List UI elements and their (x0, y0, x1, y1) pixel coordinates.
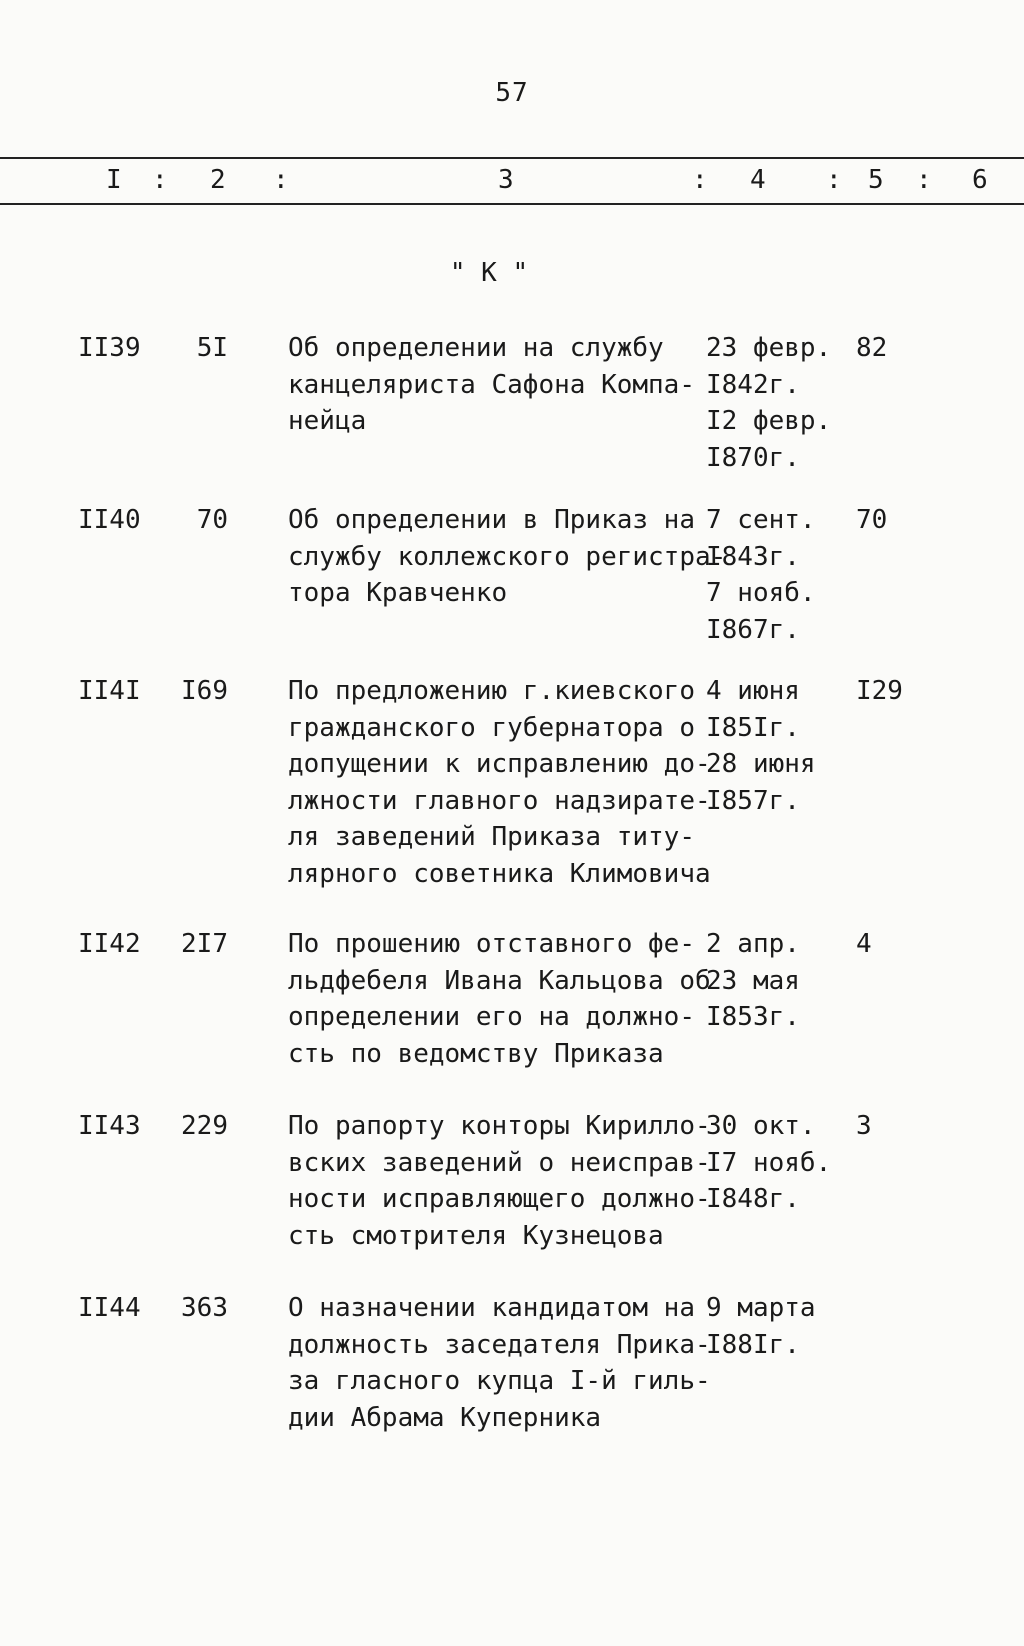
case-number: 363 (181, 1293, 228, 1323)
entry-title (288, 926, 711, 1072)
date-line: I853г. (706, 1002, 800, 1032)
date-line: 2 апр. (706, 929, 800, 959)
entry-title (288, 502, 727, 612)
title-line: вских заведений о неисправ- (288, 1147, 711, 1178)
date-line: 23 февр. (706, 333, 832, 363)
title-line: По предложению г.киевского (288, 676, 695, 706)
sheet-count: 3 (856, 1111, 872, 1141)
entry-number: II42 (78, 929, 141, 959)
column-header-3: 3 (498, 165, 514, 195)
entry-dates (706, 1108, 831, 1218)
page-number: 57 (495, 78, 529, 108)
column-header-2: 2 (210, 165, 226, 195)
entry-title (288, 1290, 711, 1436)
title-line: гражданского губернатора о (288, 712, 695, 743)
entry-dates (706, 502, 816, 648)
entry-dates (706, 330, 831, 476)
title-line: за гласного купца I-й гиль- (288, 1366, 711, 1396)
date-line: I7 нояб. (706, 1147, 832, 1178)
sheet-count: 82 (856, 333, 888, 363)
column-header-4: 4 (750, 165, 766, 195)
entry-title (288, 330, 708, 440)
title-line: льдфебеля Ивана Кальцова об (288, 965, 711, 996)
header-rule-bottom (0, 203, 1024, 205)
column-header-6: 6 (972, 165, 988, 195)
title-line: Об определении в Приказ на (288, 505, 695, 535)
title-line: сть по ведомству Приказа (288, 1038, 664, 1069)
case-number: 2I7 (181, 929, 228, 959)
title-line: допущении к исправлению до- (288, 749, 711, 779)
date-line: I88Iг. (706, 1329, 800, 1360)
entry-number: II44 (78, 1293, 141, 1323)
column-header-5: 5 (868, 165, 884, 195)
title-line: О назначении кандидатом на (288, 1293, 695, 1323)
column-separator: : (916, 165, 932, 195)
date-line: 7 нояб. (706, 578, 816, 608)
case-number: I69 (181, 676, 228, 706)
section-letter: " К " (449, 258, 529, 288)
date-line: I2 февр. (706, 406, 832, 436)
entry-title (288, 673, 711, 892)
title-line: дии Абрама Куперника (288, 1402, 602, 1433)
case-number: 5I (196, 333, 228, 363)
date-line: I870г. (706, 442, 800, 473)
title-line: определении его на должно- (288, 1002, 695, 1032)
title-line: Об определении на службу (288, 333, 664, 363)
title-line: ности исправляющего должно- (288, 1184, 711, 1214)
date-line: I843г. (706, 541, 800, 572)
title-line: лжности главного надзирате- (288, 785, 711, 816)
sheet-count: 70 (856, 505, 888, 535)
date-line: I85Iг. (706, 712, 800, 743)
date-line: 28 июня (706, 749, 816, 779)
date-line: 23 мая (706, 965, 800, 996)
date-line: 30 окт. (706, 1111, 816, 1141)
date-line: I848г. (706, 1184, 800, 1214)
sheet-count: I29 (856, 676, 903, 706)
title-line: службу коллежского регистра- (288, 541, 727, 572)
entry-dates (706, 1290, 816, 1363)
column-separator: : (692, 165, 708, 195)
header-rule-top (0, 157, 1024, 159)
entry-number: II4I (78, 676, 141, 706)
entry-dates (706, 926, 800, 1036)
column-separator: : (152, 165, 168, 195)
title-line: нейца (288, 406, 367, 436)
title-line: сть смотрителя Кузнецова (288, 1220, 664, 1251)
entry-number: II43 (78, 1111, 141, 1141)
title-line: По рапорту конторы Кирилло- (288, 1111, 711, 1141)
entry-number: II39 (78, 333, 141, 363)
date-line: I857г. (706, 785, 800, 816)
title-line: ля заведений Приказа титу- (288, 822, 695, 852)
title-line: канцеляриста Сафона Компа- (288, 369, 695, 400)
entry-title (288, 1108, 711, 1254)
title-line: тора Кравченко (288, 578, 508, 608)
case-number: 70 (196, 505, 228, 535)
date-line: 4 июня (706, 676, 800, 706)
column-separator: : (826, 165, 842, 195)
date-line: I867г. (706, 614, 800, 645)
title-line: должность заседателя Прика- (288, 1329, 711, 1360)
column-separator: : (273, 165, 289, 195)
column-header-1: I (106, 165, 122, 195)
date-line: I842г. (706, 369, 800, 400)
title-line: По прошению отставного фе- (288, 929, 695, 959)
case-number: 229 (181, 1111, 228, 1141)
entry-dates (706, 673, 816, 819)
sheet-count: 4 (856, 929, 872, 959)
date-line: 9 марта (706, 1293, 816, 1323)
title-line: лярного советника Климовича (288, 858, 711, 889)
date-line: 7 сент. (706, 505, 816, 535)
entry-number: II40 (78, 505, 141, 535)
